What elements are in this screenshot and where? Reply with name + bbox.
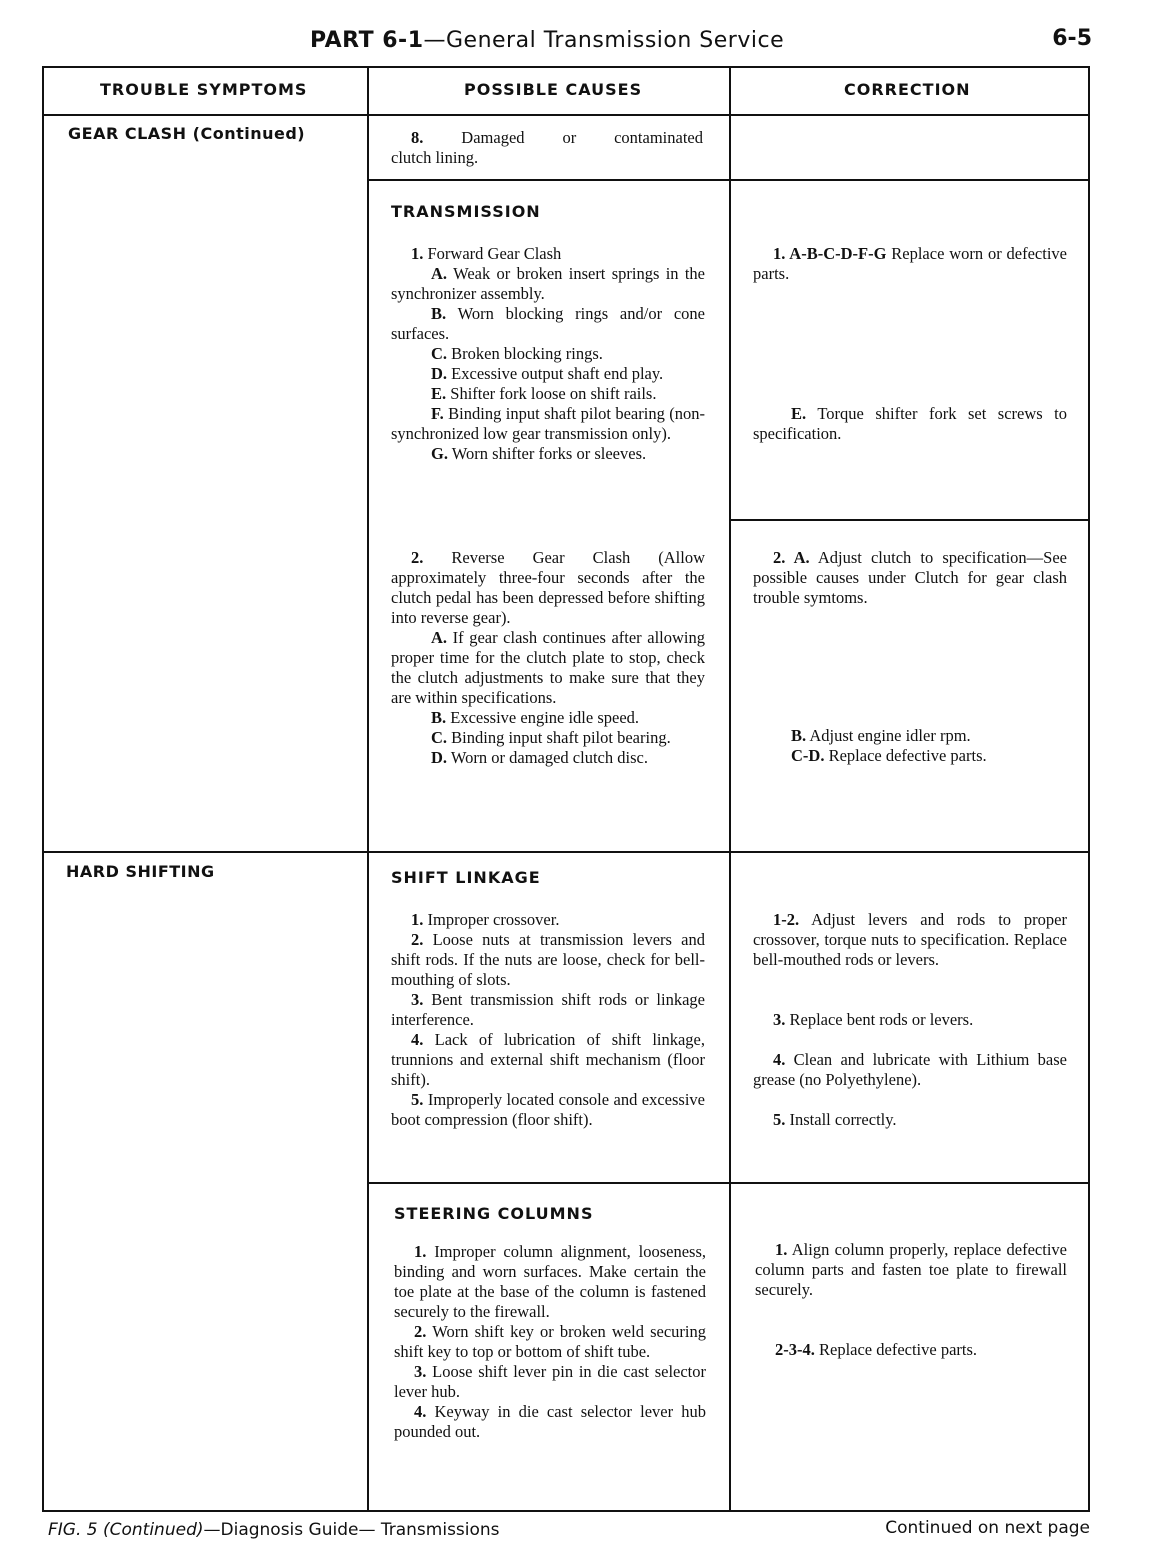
list-item: 3. Replace bent rods or levers. bbox=[773, 1010, 974, 1029]
list-item: C. Broken blocking rings. bbox=[431, 344, 603, 363]
row-rule bbox=[44, 851, 1088, 853]
section-title: —General Transmission Service bbox=[423, 28, 785, 53]
list-item: 1-2. Adjust levers and rods to proper crossover, torque nuts to specification. Replace bell-mouthed rods or levers. bbox=[753, 910, 1067, 969]
list-item: B. Adjust engine idler rpm. bbox=[791, 726, 971, 745]
list-item: 1. A-B-C-D-F-G Replace worn or defective parts. bbox=[753, 244, 1067, 283]
column-header-correction: CORRECTION bbox=[844, 80, 971, 99]
page-title bbox=[310, 28, 784, 53]
cause-block-shift-linkage bbox=[391, 910, 705, 1130]
cause-block-steering bbox=[394, 1242, 706, 1442]
section-steering-columns: STEERING COLUMNS bbox=[394, 1204, 594, 1223]
correction-block-forward-clash bbox=[753, 244, 1067, 284]
cause-block-clutch: 8. Damaged or contaminated clutch lining. bbox=[391, 128, 703, 167]
column-header-symptoms: TROUBLE SYMPTOMS bbox=[100, 80, 308, 99]
list-item: B. Worn blocking rings and/or cone surfaces. bbox=[391, 304, 706, 343]
list-item: F. Binding input shaft pilot bearing (non-synchronized low gear transmission only). bbox=[391, 404, 706, 443]
list-item: A. Weak or broken insert springs in the synchronizer assembly. bbox=[391, 264, 705, 303]
list-item: 1. Forward Gear Clash bbox=[411, 244, 562, 263]
row-rule bbox=[369, 1182, 1088, 1184]
correction-block-reverse-clash bbox=[753, 548, 1067, 608]
correction-block-shifter-fork bbox=[753, 404, 1067, 444]
row-rule bbox=[369, 179, 1088, 181]
list-item: 2. Loose nuts at transmission levers and shift rods. If the nuts are loose, check for bell-mouthing of slots. bbox=[391, 930, 705, 989]
diagnosis-table bbox=[42, 66, 1090, 1512]
cause-block-forward-clash bbox=[391, 244, 705, 464]
correction-block-install bbox=[753, 1110, 1067, 1130]
list-item: 4. Keyway in die cast selector lever hub pounded out. bbox=[394, 1402, 706, 1441]
list-item: 1. Improper column alignment, looseness, binding and worn surfaces. Make certain the toe plate at the base of the column is fastened securely to the firewall. bbox=[394, 1242, 706, 1321]
column-divider bbox=[729, 68, 731, 1510]
page-number: 6-5 bbox=[1052, 26, 1092, 51]
correction-block-crossover bbox=[753, 910, 1067, 970]
correction-block-align bbox=[755, 1240, 1067, 1300]
symptom-hard-shifting: HARD SHIFTING bbox=[66, 862, 215, 881]
continued-note: Continued on next page bbox=[885, 1518, 1090, 1538]
list-item: E. Shifter fork loose on shift rails. bbox=[431, 384, 657, 403]
figure-label: FIG. 5 (Continued) bbox=[48, 1520, 204, 1540]
list-item: 2. A. Adjust clutch to specification—See possible causes under Clutch for gear clash trouble symtoms. bbox=[753, 548, 1068, 607]
list-item: 5. Install correctly. bbox=[773, 1110, 897, 1129]
list-item: C-D. Replace defective parts. bbox=[791, 746, 987, 765]
row-rule bbox=[731, 519, 1088, 521]
list-item: 2. Worn shift key or broken weld securing shift key to top or bottom of shift tube. bbox=[394, 1322, 706, 1361]
list-item: 1. Improper crossover. bbox=[411, 910, 560, 929]
header-rule bbox=[44, 114, 1088, 116]
part-number: PART 6-1 bbox=[310, 28, 424, 53]
correction-block-bent-rods bbox=[753, 1010, 1067, 1030]
section-shift-linkage: SHIFT LINKAGE bbox=[391, 868, 541, 887]
list-item: 5. Improperly located console and excessive boot compression (floor shift). bbox=[391, 1090, 706, 1129]
list-item: 2. Reverse Gear Clash (Allow approximately three-four seconds after the clutch pedal has been depressed before shifting into reverse gear). bbox=[391, 548, 706, 627]
correction-block-replace bbox=[755, 1340, 1067, 1360]
list-item: 4. Clean and lubricate with Lithium base grease (no Polyethylene). bbox=[753, 1050, 1067, 1089]
list-item: 4. Lack of lubrication of shift linkage, trunnions and external shift mechanism (floor shift). bbox=[391, 1030, 706, 1089]
list-item: 1. Align column properly, replace defective column parts and fasten toe plate to firewall securely. bbox=[755, 1240, 1067, 1299]
correction-block-idle bbox=[753, 726, 1067, 766]
list-item: E. Torque shifter fork set screws to specification. bbox=[753, 404, 1068, 443]
figure-title: —Diagnosis Guide— Transmissions bbox=[203, 1520, 500, 1540]
list-item: 2-3-4. Replace defective parts. bbox=[775, 1340, 978, 1359]
list-item: 3. Loose shift lever pin in die cast selector lever hub. bbox=[394, 1362, 707, 1401]
list-item: A. If gear clash continues after allowing proper time for the clutch plate to stop, check the clutch adjustments to make sure that they are within specifications. bbox=[391, 628, 705, 707]
list-item: D. Worn or damaged clutch disc. bbox=[431, 748, 648, 767]
page-header bbox=[0, 28, 1164, 62]
list-item: C. Binding input shaft pilot bearing. bbox=[431, 728, 671, 747]
list-item: G. Worn shifter forks or sleeves. bbox=[431, 444, 647, 463]
column-divider bbox=[367, 68, 369, 1510]
section-transmission: TRANSMISSION bbox=[391, 202, 541, 221]
list-item: 3. Bent transmission shift rods or linkage interference. bbox=[391, 990, 705, 1029]
column-header-causes: POSSIBLE CAUSES bbox=[464, 80, 643, 99]
cause-block-reverse-clash bbox=[391, 548, 705, 768]
list-item: B. Excessive engine idle speed. bbox=[431, 708, 640, 727]
correction-block-lubricate bbox=[753, 1050, 1067, 1090]
list-item: D. Excessive output shaft end play. bbox=[431, 364, 664, 383]
symptom-gear-clash: GEAR CLASH (Continued) bbox=[68, 124, 306, 143]
figure-caption bbox=[48, 1520, 500, 1540]
